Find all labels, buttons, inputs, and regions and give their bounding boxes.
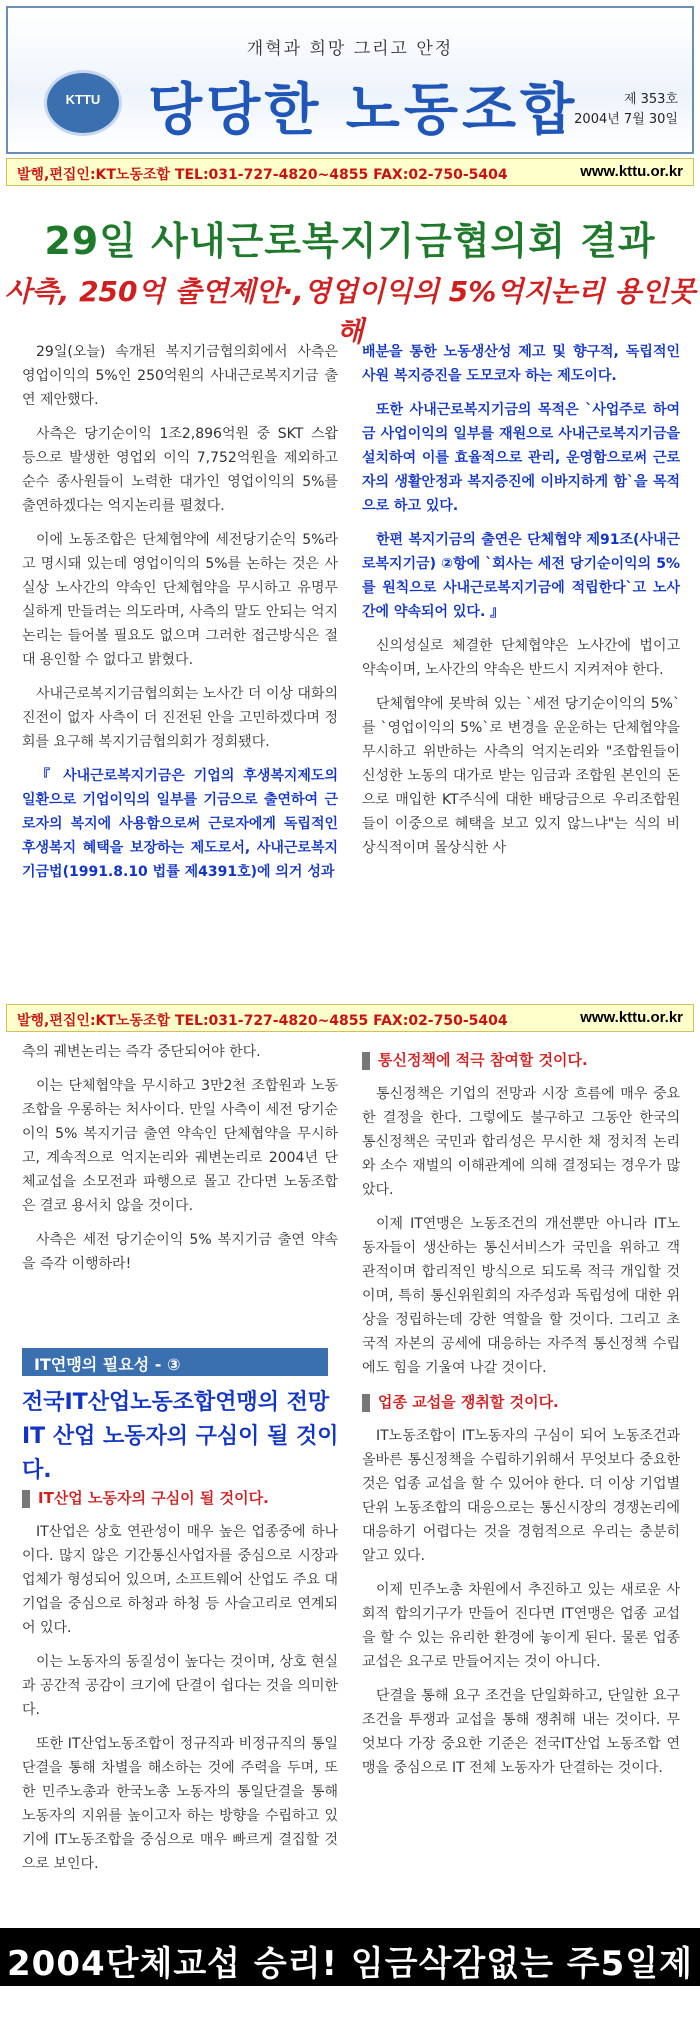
article-paragraph: IT산업은 상호 연관성이 매우 높은 업종중에 하나이다. 많지 않은 기간통신사업자를 중심으로 시장과 업체가 형성되어 있으며, 소프트웨어 산업도 주요 대기업을 중심으로 하청과 하청 등 사슬고리로 연계되어 있다. — [22, 1524, 338, 1636]
article-paragraph: 29일(오늘) 속개된 복지기금협의회에서 사측은 영업이익의 5%인 250억원의 사내근로복지기금 출연 제안했다. — [22, 344, 338, 408]
article-paragraph: 사내근로복지기금협의회는 노사간 더 이상 대화의 진전이 없자 사측이 더 진전된 안을 고민하겠다며 정회를 요구해 복지기금협의회가 정회됐다. — [22, 686, 338, 750]
article-paragraph: 이는 노동자의 동질성이 높다는 것이며, 상호 현실과 공간적 공감이 크기에 단결이 쉽다는 것을 의미한다. — [22, 1654, 338, 1718]
article-quote-blue: 『 사내근로복지기금은 기업의 후생복지제도의 일환으로 기업이익의 일부를 기금으로 출연하여 근로자의 복지에 사용함으로써 근로자에게 독립적인 후생복지 혜택을 보장하는 제도로서, 사내근로복지기금법(1991.8.10 법률 제4391호)에 의거 성과 — [22, 768, 338, 880]
subhead-bar-icon — [362, 1394, 370, 1412]
main-headline: 29일 사내근로복지기금협의회 결과 — [44, 219, 656, 263]
website-link[interactable]: www.kttu.or.kr — [580, 1009, 683, 1026]
article-paragraph: 통신정책은 기업의 전망과 시장 흐름에 매우 중요한 결정을 한다. 그렇에도 불구하고 그동안 한국의 통신정책은 국민과 합리성은 무시한 채 정치적 논리와 소수 재벌의 이해관계에 의해 결정되는 경우가 많았다. — [362, 1086, 680, 1198]
article-quote-blue: 또한 사내근로복지기금의 목적은 `사업주로 하여금 사업이익의 일부를 재원으로 사내근로복지기금을 설치하여 이를 효율적으로 관리, 운영함으로써 근로자의 생활안정과 복지증진에 이바지하게 함`을 목적으로 하고 있다. — [362, 402, 680, 514]
it-heading-line2: IT 산업 노동자의 구심이 될 것이다. — [22, 1424, 339, 1483]
subhead-bar-icon — [22, 1490, 30, 1508]
it-left-subhead — [22, 1486, 338, 1510]
subhead-bar-icon — [362, 1052, 370, 1070]
publisher-bar-middle — [6, 1004, 694, 1032]
article-quote-blue: 한편 복지기금의 출연은 단체협약 제91조(사내근로복지기금) ②항에 `회사는 세전 당기순이익의 5%를 원칙으로 사내근로복지기금에 적립한다`고 노사간에 약속되어 있다. 』 — [362, 532, 680, 620]
article-right-column — [362, 340, 680, 870]
publisher-info: 발행,편집인:KT노동조합 TEL:031-727-4820~4855 FAX:02-750-5404 — [17, 167, 508, 183]
article-paragraph: IT노동조합이 IT노동자의 구심이 되어 노동조건과 올바른 통신정책을 수립하기위해서 무엇보다 중요한 것은 업종 교섭을 할 수 있어야 한다. 더 이상 기업별 단위 노동조합의 대응으로는 통신시장의 경쟁논리에 대응하기 어렵다는 것을 경험적으로 우리는 충분히 알고 있다. — [362, 1428, 680, 1564]
it-section-heading — [22, 1386, 342, 1488]
article-continued-column — [22, 1040, 338, 1286]
logo-text: KTTU — [65, 92, 101, 107]
article-paragraph: 단체협약에 못박혀 있는 `세전 당기순이익의 5%`를 `영업이익의 5%`로 변경을 운운하는 단체협약을 무시하고 위반하는 사측의 억지논리와 "조합원들이 신성한 노동의 대가로 받는 임금과 조합원 본인의 돈으로 매입한 KT주식에 대한 배당금으로 우리조합원들이 이중으로 혜택을 보고 있지 않느냐"는 식의 비상식적이며 몰상식한 사 — [362, 696, 680, 856]
issue-date: 2004년 7월 30일 — [574, 112, 678, 127]
website-link[interactable]: www.kttu.or.kr — [580, 163, 683, 180]
main-subhead: 사측, 250억 출연제안·,영업이익의 5%억지논리 용인못해 — [4, 275, 696, 348]
issue-info — [574, 90, 678, 130]
article-paragraph: 단결을 통해 요구 조건을 단일화하고, 단일한 요구 조건을 투쟁과 교섭을 통해 쟁취해 내는 것이다. 무엇보다 가장 중요한 기준은 전국IT산업 노동조합 연맹을 중심으로 IT 전체 노동자가 단결하는 것이다. — [362, 1688, 680, 1776]
article-paragraph: 신의성실로 체결한 단체협약은 노사간에 법이고 약속이며, 노사간의 약속은 반드시 지켜져야 한다. — [362, 638, 680, 678]
subhead-text: 업종 교섭을 쟁취할 것이다. — [378, 1393, 559, 1411]
article-left-column — [22, 340, 338, 894]
article-paragraph: 측의 궤변논리는 즉각 중단되어야 한다. — [22, 1044, 261, 1060]
article-paragraph: 사측은 세전 당기순이익 5% 복지기금 출연 약속을 즉각 이행하라! — [22, 1232, 338, 1272]
newsletter-title: 당당한 노동조합 — [148, 78, 579, 143]
bottom-banner — [0, 1928, 700, 2033]
article-paragraph: 이에 노동조합은 단체협약에 세전당기순익 5%라고 명시돼 있는데 영업이익의 5%를 논하는 것은 사실상 노사간의 약속인 단체협약을 무시하고 유명무실하게 만들려는 의도라며, 사측의 말도 안되는 억지논리는 들어볼 필요도 없으며 그러한 접근방식은 절대 용인할 수 없다고 밝혔다. — [22, 532, 338, 668]
article-paragraph: 사측은 당기순이익 1조2,896억원 중 SKT 스왑 등으로 발생한 영업외 이익 7,752억원을 제외하고 순수 종사원들이 노력한 대가인 영업이익의 5%를 출연하겠다는 억지논리를 펼쳤다. — [22, 426, 338, 514]
slogan: 개혁과 희망 그리고 안정 — [246, 39, 454, 59]
it-heading-line1: 전국IT산업노동조합연맹의 전망 — [22, 1390, 330, 1415]
article-quote-blue: 배분을 통한 노동생산성 제고 및 향구적, 독립적인 사원 복지증진을 도모코자 하는 제도이다. — [362, 344, 680, 384]
subhead-text: IT산업 노동자의 구심이 될 것이다. — [38, 1489, 269, 1507]
publisher-info: 발행,편집인:KT노동조합 TEL:031-727-4820~4855 FAX:02-750-5404 — [17, 1013, 508, 1029]
it-right-subhead-1 — [362, 1048, 680, 1072]
subhead-text: 통신정책에 적극 참여할 것이다. — [378, 1051, 588, 1069]
article-paragraph: 이는 단체협약을 무시하고 3만2천 조합원과 노동조합을 우롱하는 처사이다. 만일 사측이 세전 당기순이익 5% 복지기금 출연 약속인 단체협약을 무시하고, 계속적으로 억지논리와 궤변논리로 2004년 단체교섭을 소모전과 파행으로 몰고 간다면 노동조합은 결코 용서치 않을 것이다. — [22, 1078, 338, 1214]
article-paragraph: 이제 IT연맹은 노동조건의 개선뿐만 아니라 IT노동자들이 생산하는 통신서비스가 국민을 위하고 객관적이며 합리적인 방식으로 되도록 적극 개입할 것이며, 특히 통신위원회의 자주성과 독립성에 대한 위상을 정립하는데 강한 역할을 할 것이다. 그리고 초국적 자본의 공세에 대응하는 자주적 통신정책 수립에도 힘을 기울여 나갈 것이다. — [362, 1216, 680, 1376]
bottom-banner-text: 2004단체교섭 승리! 임금삭감없는 주5일제 쟁취! — [7, 1944, 693, 2033]
it-right-subhead-2 — [362, 1390, 680, 1414]
article-paragraph: 이제 민주노총 차원에서 추진하고 있는 새로운 사회적 합의기구가 만들어 진다면 IT연맹은 업종 교섭을 할 수 있는 유리한 환경에 놓이게 된다. 물론 업종교섭은 요구로 만들어지는 것이 아니다. — [362, 1582, 680, 1670]
it-left-column — [22, 1478, 338, 1886]
union-logo — [44, 70, 122, 136]
issue-number: 제 353호 — [623, 92, 678, 107]
it-section-label: IT연맹의 필요성 - ③ — [22, 1348, 328, 1376]
masthead — [6, 6, 694, 154]
publisher-bar-top — [6, 158, 694, 186]
it-right-column — [362, 1040, 680, 1790]
article-paragraph: 또한 IT산업노동조합이 정규직과 비정규직의 통일단결을 통해 차별을 해소하는 것에 주력을 두며, 또한 민주노총과 한국노총 노동자의 통일단결을 통해 노동자의 지위를 높이고자 하는 방향을 수립하고 있기에 IT노동조합을 중심으로 매우 빠르게 결집할 것으로 보인다. — [22, 1736, 338, 1872]
